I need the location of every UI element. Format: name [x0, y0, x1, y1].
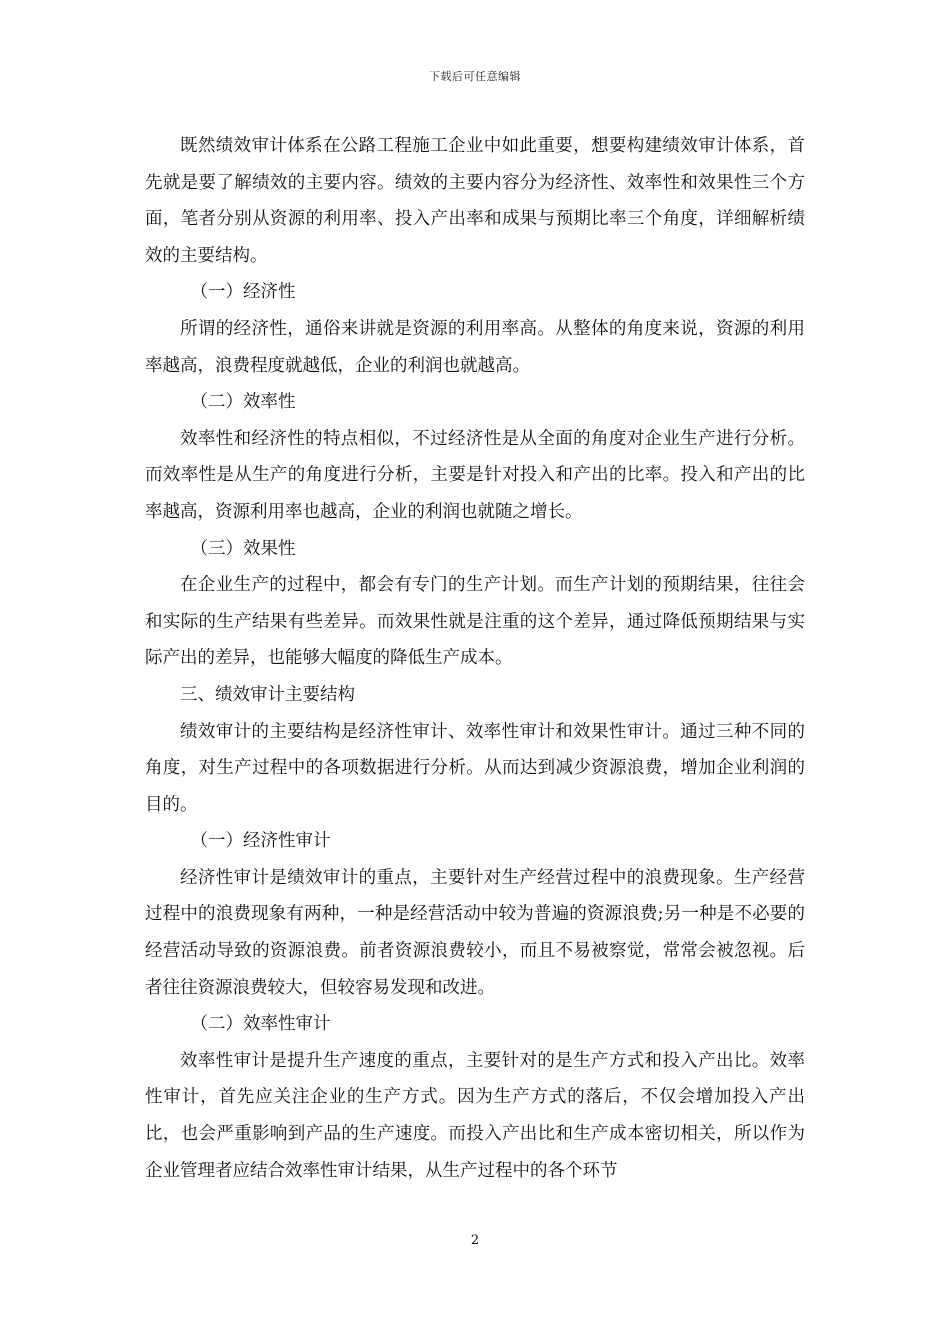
- paragraph-economy: 所谓的经济性，通俗来讲就是资源的利用率高。从整体的角度来说，资源的利用率越高，浪费程度就越低，企业的利润也就越高。: [145, 318, 805, 376]
- section-heading-structure: 三、绩效审计主要结构: [180, 684, 355, 705]
- paragraph-economy-audit: 经济性审计是绩效审计的重点，主要针对生产经营过程中的浪费现象。生产经营过程中的浪费现象有两种，一种是经营活动中较为普遍的资源浪费;另一种是不必要的经营活动导致的资源浪费。前者资源浪费较小，而且不易被察觉，常常会被忽视。后者往往资源浪费较大，但较容易发现和改进。: [145, 867, 805, 998]
- heading-efficiency-audit: （二）效率性审计: [190, 1014, 331, 1035]
- paragraph-efficiency-audit: 效率性审计是提升生产速度的重点，主要针对的是生产方式和投入产出比。效率性审计，首先应关注企业的生产方式。因为生产方式的落后，不仅会增加投入产出比，也会严重影响到产品的生产速度。而投入产出比和生产成本密切相关，所以作为企业管理者应结合效率性审计结果，从生产过程中的各个环节: [145, 1050, 805, 1181]
- document-body: [145, 128, 805, 1189]
- paragraph-intro: 既然绩效审计体系在公路工程施工企业中如此重要，想要构建绩效审计体系，首先就是要了解绩效的主要内容。绩效的主要内容分为经济性、效率性和效果性三个方面，笔者分别从资源的利用率、投入产出率和成果与预期比率三个角度，详细解析绩效的主要结构。: [145, 136, 805, 266]
- heading-economy-audit: （一）经济性审计: [190, 831, 331, 852]
- heading-economy: （一）经济性: [190, 282, 296, 303]
- heading-effectiveness: （三）效果性: [190, 538, 296, 559]
- paragraph-effectiveness: 在企业生产的过程中，都会有专门的生产计划。而生产计划的预期结果，往往会和实际的生产结果有些差异。而效果性就是注重的这个差异，通过降低预期结果与实际产出的差异，也能够大幅度的降低生产成本。: [145, 575, 805, 669]
- page-header: 下载后可任意编辑: [429, 70, 521, 83]
- paragraph-structure: 绩效审计的主要结构是经济性审计、效率性审计和效果性审计。通过三种不同的角度，对生产过程中的各项数据进行分析。从而达到减少资源浪费，增加企业利润的目的。: [145, 721, 805, 815]
- paragraph-efficiency: 效率性和经济性的特点相似，不过经济性是从全面的角度对企业生产进行分析。而效率性是从生产的角度进行分析，主要是针对投入和产出的比率。投入和产出的比率越高，资源利用率也越高，企业的利润也就随之增长。: [145, 428, 805, 522]
- heading-efficiency: （二）效率性: [190, 392, 296, 413]
- page-number: 2: [470, 1233, 480, 1248]
